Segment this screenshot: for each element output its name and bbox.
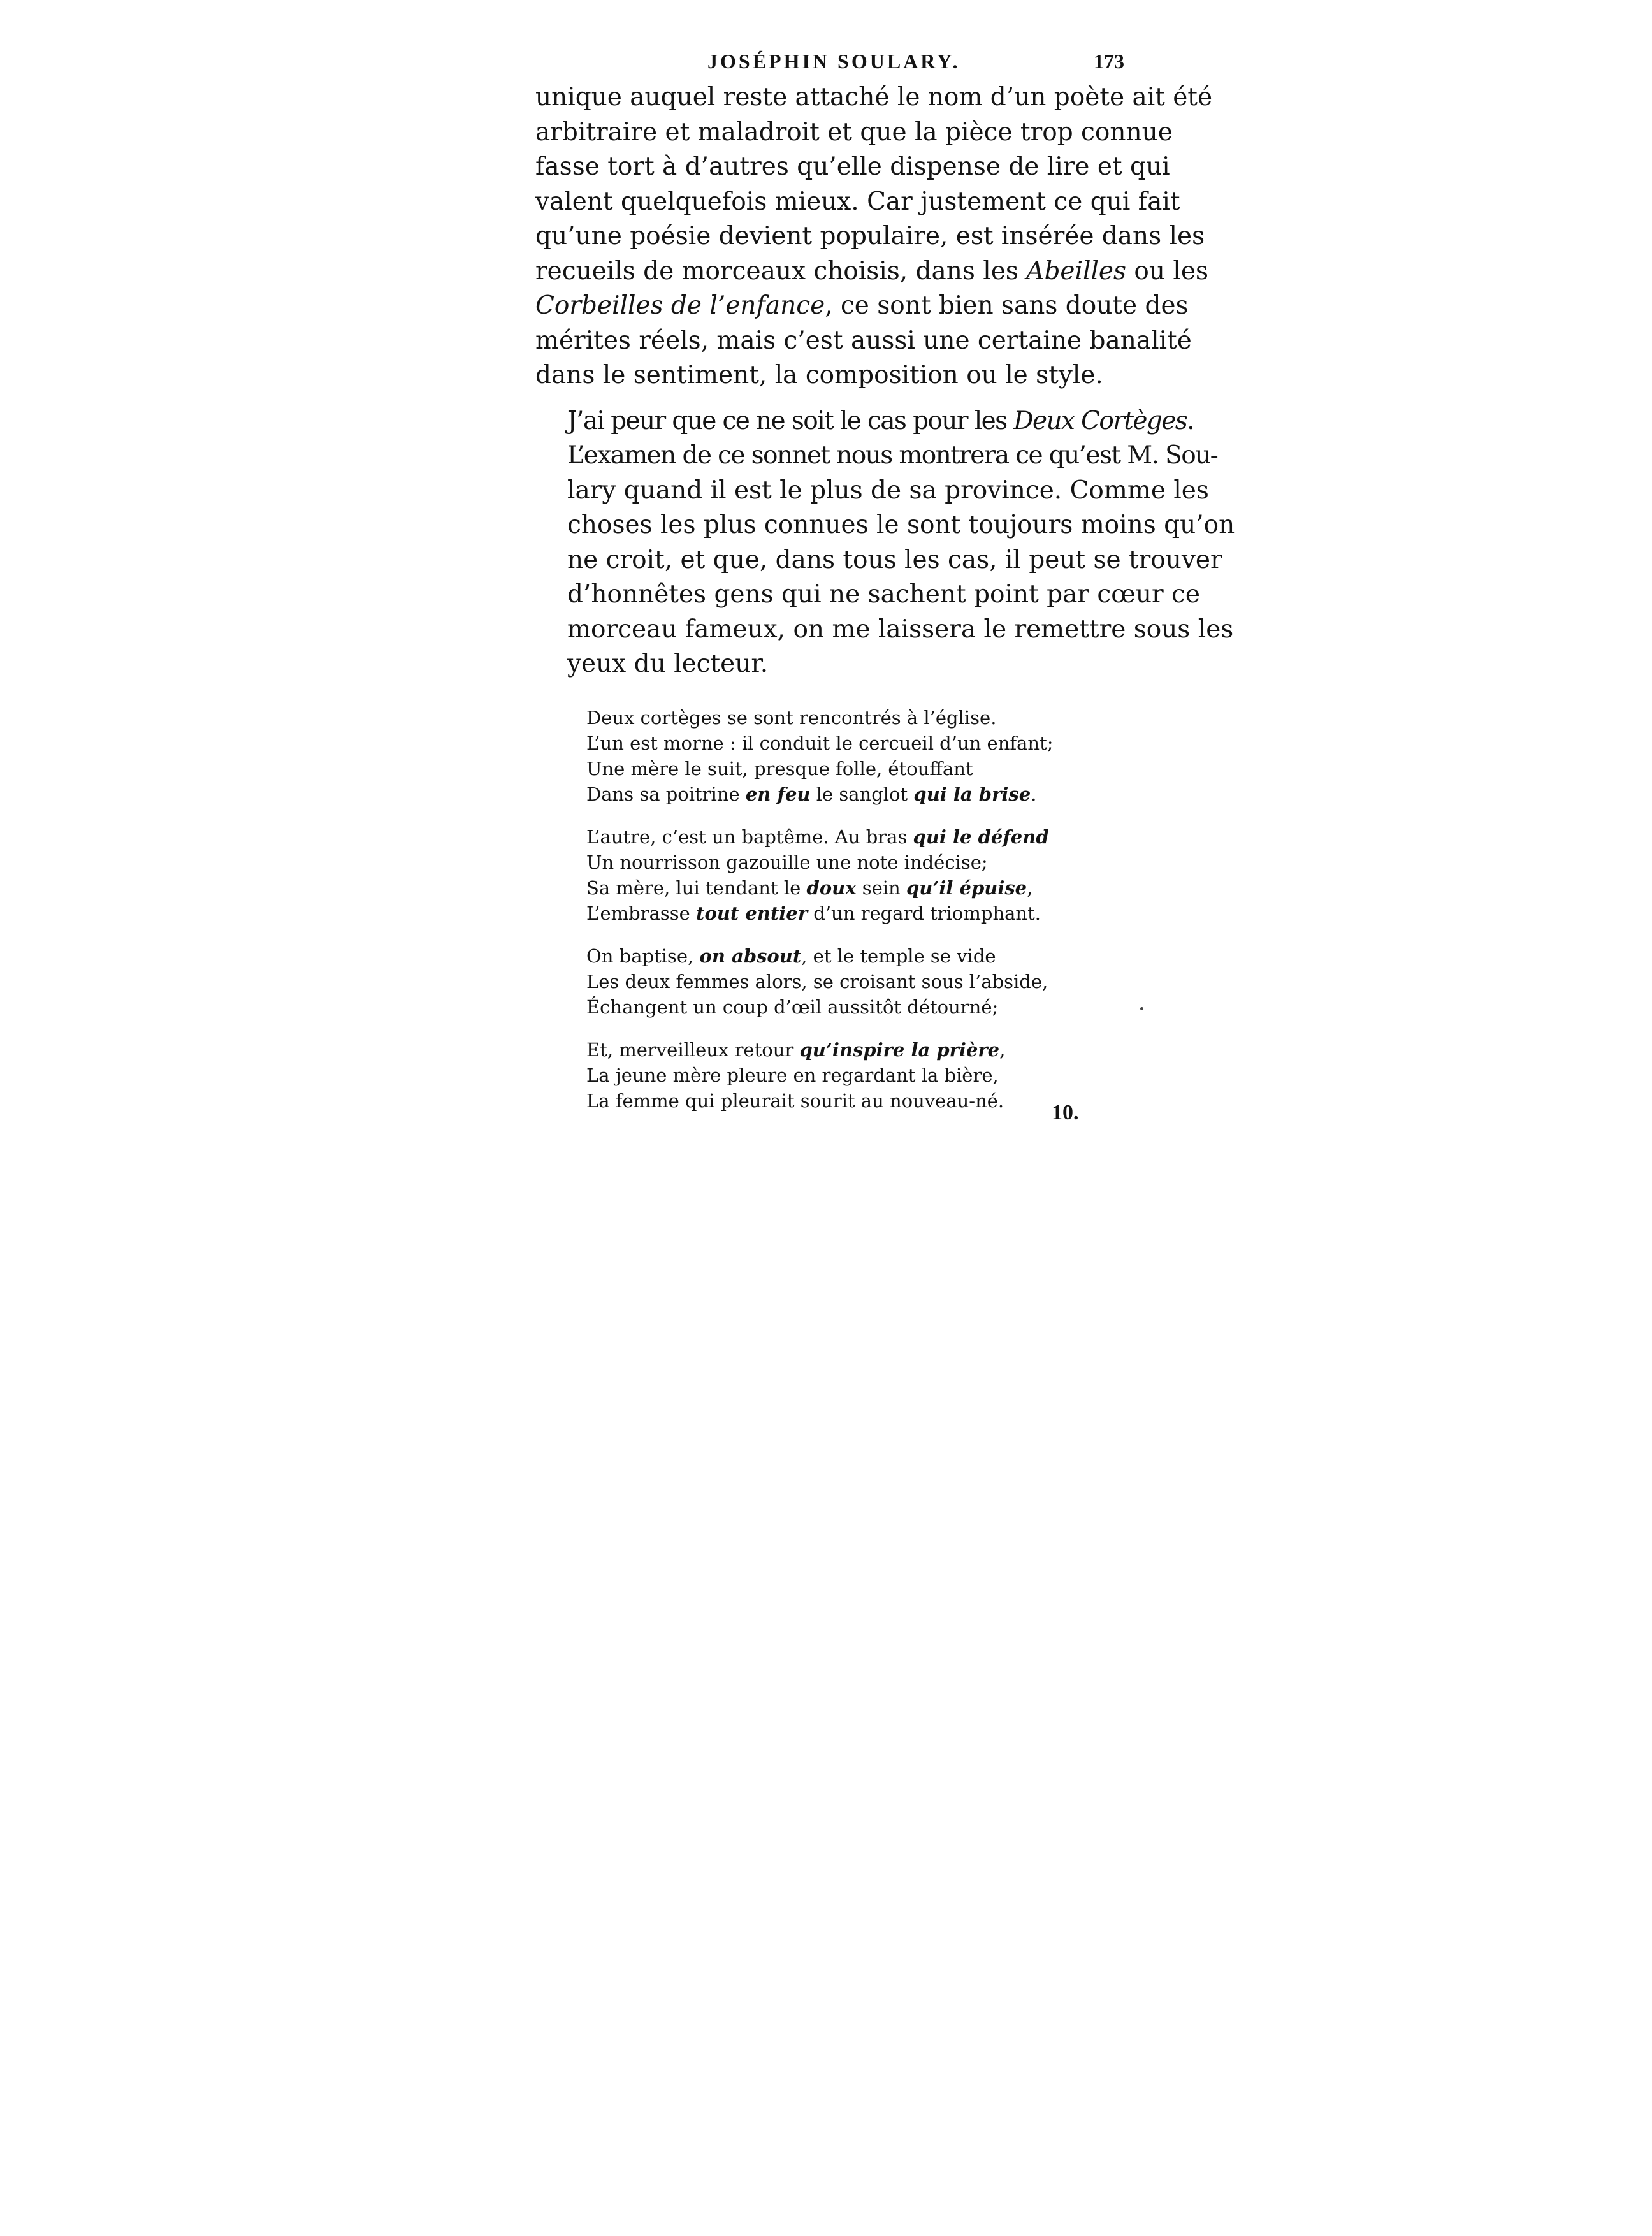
note-number: 10. [1052, 1101, 1079, 1124]
verse-line: L’embrasse tout entier d’un regard triomphant. [586, 903, 1041, 924]
text-line: qu’une poésie devient populaire, est insérée dans les [535, 222, 1205, 250]
running-head: JOSÉPHIN SOULARY. [707, 50, 960, 73]
verse-line: L’un est morne : il conduit le cercueil d’un enfant; [586, 732, 1054, 754]
book-title-corbeilles: Corbeilles de l’enfance [535, 291, 825, 320]
verse-line: Les deux femmes alors, se croisant sous l’abside, [586, 971, 1048, 992]
stanza-1 [586, 705, 1054, 807]
poem-title-deux-corteges: Deux Cortèges [1013, 406, 1187, 435]
sonnet [586, 705, 1054, 1114]
verse-line: La femme qui pleurait sourit au nouveau-né. [586, 1090, 1004, 1112]
text-line: J’ai peur que ce ne soit le cas pour les Deux Cortèges. [567, 406, 1194, 435]
paragraph-1 [535, 80, 1213, 393]
text-line: mérites réels, mais c’est aussi une certaine banalité [535, 326, 1192, 355]
text-line: recueils de morceaux choisis, dans les Abeilles ou les [535, 256, 1208, 286]
text-line: L’examen de ce sonnet nous montrera ce qu’est M. Sou- [567, 441, 1218, 470]
verse-line: La jeune mère pleure en regardant la bière, [586, 1064, 999, 1086]
verse-line: On baptise, on absout, et le temple se vide [586, 945, 996, 967]
paragraph-2 [535, 404, 1235, 682]
page-number: 173 [1094, 50, 1124, 73]
book-title-abeilles: Abeilles [1026, 256, 1127, 286]
text-line: arbitraire et maladroit et que la pièce trop connue [535, 117, 1173, 147]
text-line: dans le sentiment, la composition ou le style. [535, 361, 1103, 389]
text-line: Corbeilles de l’enfance, ce sont bien sans doute des [535, 291, 1189, 320]
text-line: ne croit, et que, dans tous les cas, il peut se trouver [567, 545, 1222, 574]
text-line: choses les plus connues le sont toujours moins qu’on [567, 511, 1235, 539]
verse-line: L’autre, c’est un baptême. Au bras qui le défend [586, 826, 1049, 848]
verse-line: Une mère le suit, presque folle, étouffant [586, 758, 973, 780]
ink-speck [1140, 1007, 1143, 1010]
verse-line: Sa mère, lui tendant le doux sein qu’il épuise, [586, 877, 1033, 899]
text-line: unique auquel reste attaché le nom d’un poète ait été [535, 83, 1213, 112]
stanza-3 [586, 943, 1054, 1020]
text-line: yeux du lecteur. [567, 650, 769, 678]
text-line: lary quand il est le plus de sa province. Comme les [567, 476, 1209, 505]
prose-body [535, 80, 1235, 682]
verse-line: Dans sa poitrine en feu le sanglot qui la brise. [586, 783, 1037, 805]
verse-line: Un nourrisson gazouille une note indécise; [586, 852, 988, 873]
verse-line: Échangent un coup d’œil aussitôt détourné; [586, 996, 999, 1018]
text-line: d’honnêtes gens qui ne sachent point par cœur ce [567, 580, 1200, 609]
text-line: morceau fameux, on me laissera le remettre sous les [567, 614, 1234, 644]
stanza-2 [586, 824, 1054, 926]
text-line: fasse tort à d’autres qu’elle dispense de lire et qui [535, 152, 1170, 181]
stanza-4 [586, 1037, 1054, 1114]
text-line: valent quelquefois mieux. Car justement ce qui fait [535, 187, 1180, 216]
verse-line: Et, merveilleux retour qu’inspire la prière, [586, 1039, 1006, 1061]
verse-line: Deux cortèges se sont rencontrés à l’église. [586, 707, 997, 729]
